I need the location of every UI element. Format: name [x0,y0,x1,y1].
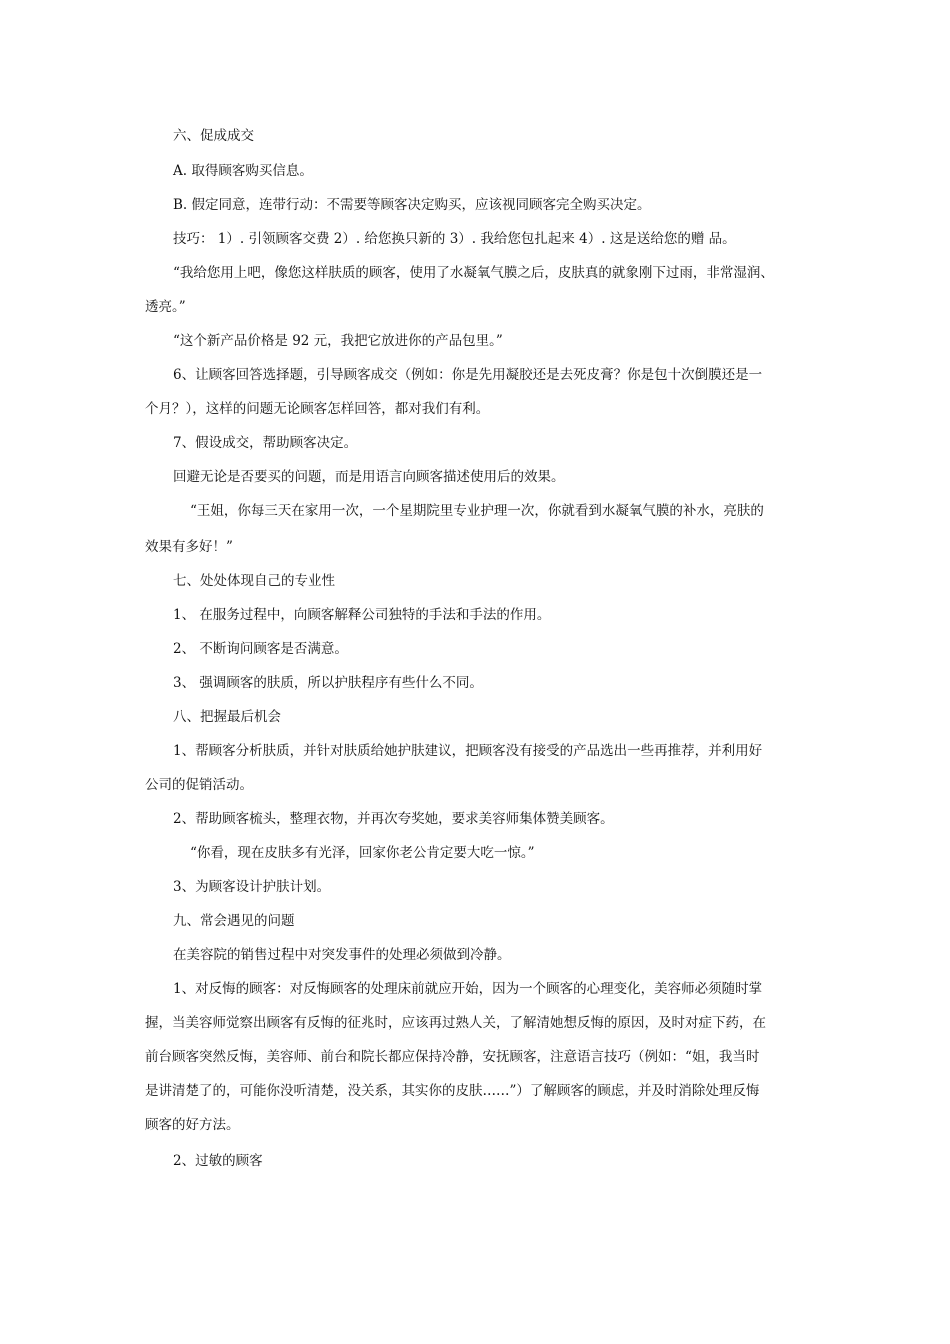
paragraph-line: B. 假定同意，连带行动：不需要等顾客决定购买，应该视同顾客完全购买决定。 [173,197,651,213]
list-item: 2、 不断询问顾客是否满意。 [173,641,348,657]
paragraph-line: 是讲清楚了的，可能你没听清楚，没关系，其实你的皮肤……”）了解顾客的顾虑，并及时消除处理反悔 [145,1083,760,1099]
list-item: 1、 在服务过程中，向顾客解释公司独特的手法和手法的作用。 [173,607,551,623]
paragraph-line: 透亮。” [145,299,186,315]
heading-section-6: 六、促成成交 [173,128,254,144]
paragraph-line: 公司的促销活动。 [145,777,253,793]
paragraph-line: 3、为顾客设计护肤计划。 [173,879,331,895]
paragraph-line: “王姐，你每三天在家用一次，一个星期院里专业护理一次，你就看到水凝氧气膜的补水，亮肤的 [190,503,764,519]
paragraph-line: 顾客的好方法。 [145,1117,240,1133]
paragraph-line: “这个新产品价格是 92 元，我把它放进你的产品包里。” [173,333,503,349]
paragraph-line: 效果有多好！” [145,539,233,555]
paragraph-line: 1、帮顾客分析肤质，并针对肤质给她护肤建议，把顾客没有接受的产品选出一些再推荐，并利用好 [173,743,763,759]
paragraph-line: “我给您用上吧，像您这样肤质的顾客，使用了水凝氧气膜之后，皮肤真的就象刚下过雨，非常湿润、 [173,265,774,281]
paragraph-line: 回避无论是否要买的问题，而是用语言向顾客描述使用后的效果。 [173,469,565,485]
paragraph-line: A. 取得顾客购买信息。 [173,163,313,179]
heading-section-9: 九、常会遇见的问题 [173,913,295,929]
paragraph-line: 6、让顾客回答选择题，引导顾客成交（例如：你是先用凝胶还是去死皮膏？你是包十次倒膜还是一 [173,367,763,383]
paragraph-line: 握，当美容师觉察出顾客有反悔的征兆时，应该再过熟人关，了解清她想反悔的原因，及时对症下药，在 [145,1015,766,1031]
paragraph-line: 2、帮助顾客梳头，整理衣物，并再次夸奖她，要求美容师集体赞美顾客。 [173,811,614,827]
paragraph-line: “你看，现在皮肤多有光泽，回家你老公肯定要大吃一惊。” [190,845,535,861]
paragraph-line: 技巧： 1）. 引领顾客交费 2）. 给您换只新的 3）. 我给您包扎起来 4）. 这是送给您的赠 品。 [173,231,736,247]
paragraph-line: 7、假设成交，帮助顾客决定。 [173,435,358,451]
paragraph-line: 前台顾客突然反悔，美容师、前台和院长都应保持冷静，安抚顾客，注意语言技巧（例如：“姐，我当时 [145,1049,760,1065]
paragraph-line: 1、对反悔的顾客：对反悔顾客的处理床前就应开始，因为一个顾客的心理变化，美容师必须随时掌 [173,981,763,997]
heading-section-7: 七、处处体现自己的专业性 [173,573,335,589]
paragraph-line: 2、过敏的顾客 [173,1153,263,1169]
paragraph-line: 个月？），这样的问题无论顾客怎样回答，都对我们有利。 [145,401,490,417]
paragraph-line: 在美容院的销售过程中对突发事件的处理必须做到冷静。 [173,947,511,963]
heading-section-8: 八、把握最后机会 [173,709,281,725]
list-item: 3、 强调顾客的肤质，所以护肤程序有些什么不同。 [173,675,483,691]
